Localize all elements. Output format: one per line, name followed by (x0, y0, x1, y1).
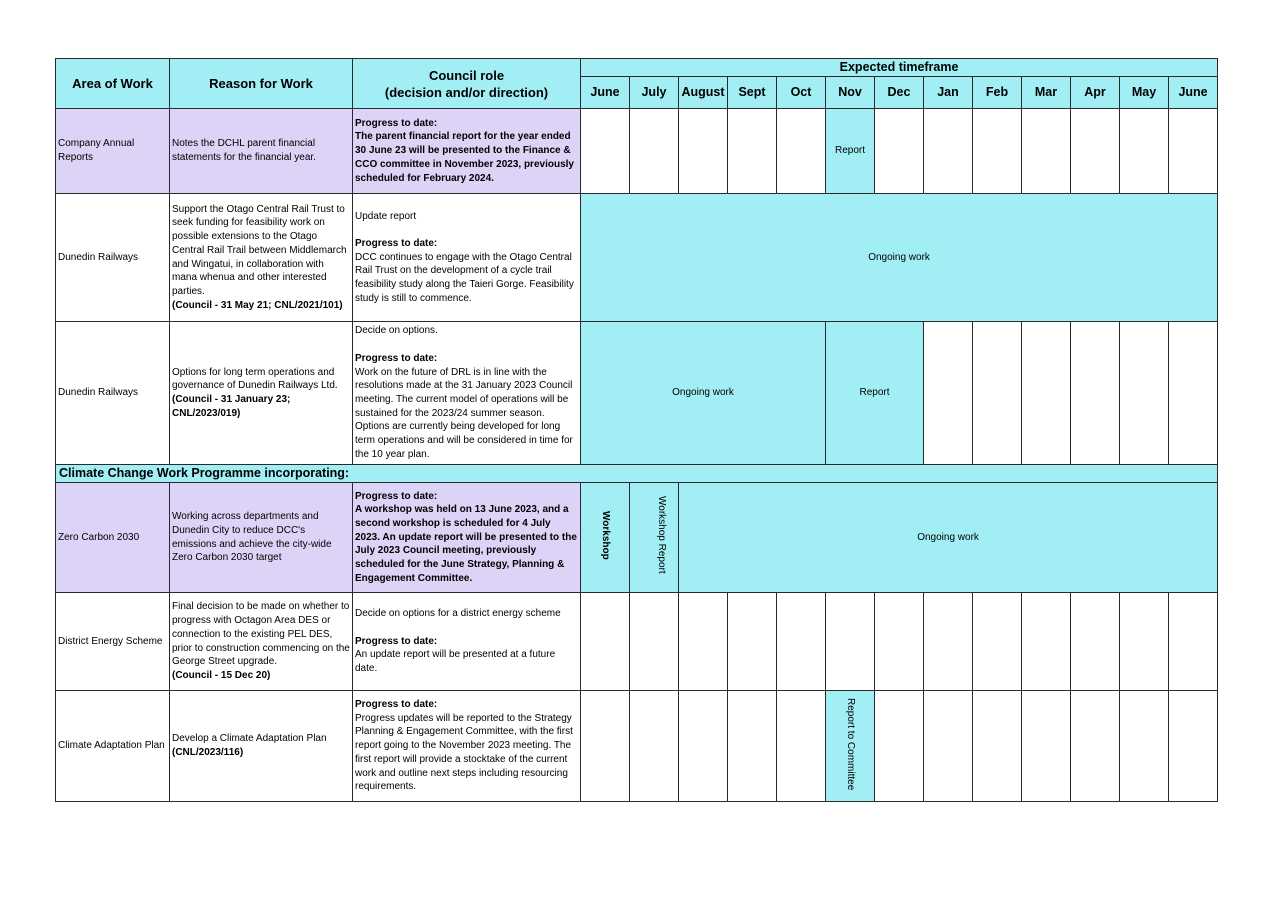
timeline-cell (1022, 109, 1071, 194)
progress-heading: Progress to date: (355, 117, 438, 129)
timeline-cell (777, 593, 826, 691)
timeline-cell (1169, 691, 1218, 802)
timeline-cell (1120, 593, 1169, 691)
timeline-workshop-cell (581, 483, 630, 593)
timeline-ongoing-cell: Ongoing work (581, 322, 826, 465)
section-row (56, 465, 1218, 483)
reason-text: Support the Otago Central Rail Trust to seek funding for feasibility work on possible extensions to the Otago Central Rail Trail between Middlemarch and Wingatui, in collaboration with mana whenua and other interested parties. (172, 203, 347, 297)
month-header: Mar (1022, 77, 1071, 109)
timeline-cell (581, 691, 630, 802)
timeline-cell (630, 593, 679, 691)
timeline-cell (1071, 691, 1120, 802)
month-header: Apr (1071, 77, 1120, 109)
timeline-cell (1022, 593, 1071, 691)
timeline-cell (1120, 691, 1169, 802)
timeline-report-cell: Report (826, 109, 875, 194)
area-cell: Dunedin Railways (56, 194, 170, 322)
timeline-cell (924, 322, 973, 465)
timeline-cell (875, 593, 924, 691)
council-role-cell (353, 593, 581, 691)
timeline-cell (630, 109, 679, 194)
timeline-cell (1169, 593, 1218, 691)
timeline-cell (1120, 322, 1169, 465)
role-intro: Decide on options. (355, 325, 438, 337)
month-header: June (581, 77, 630, 109)
council-role-cell (353, 691, 581, 802)
month-header: Feb (973, 77, 1022, 109)
reason-cell (170, 691, 353, 802)
timeline-cell (630, 691, 679, 802)
progress-text: An update report will be presented at a future date. (355, 649, 556, 675)
table-row (56, 322, 1218, 465)
timeline-cell (924, 691, 973, 802)
timeline-cell (1120, 109, 1169, 194)
timeline-report-cell: Report (826, 322, 924, 465)
council-role-cell (353, 109, 581, 194)
area-cell: Zero Carbon 2030 (56, 483, 170, 593)
council-role-cell (353, 483, 581, 593)
reason-reference: (Council - 31 May 21; CNL/2021/101) (172, 299, 343, 311)
timeline-cell (1071, 593, 1120, 691)
timeline-cell (1022, 691, 1071, 802)
timeline-cell (973, 109, 1022, 194)
header-council-role-line1: Council role (428, 67, 505, 83)
timeline-workshop-report-cell (630, 483, 679, 593)
progress-text: DCC continues to engage with the Otago Central Rail Trust on the development of a cycle trail feasibility study along the Taieri Gorge. Feasibility study is still to commence. (355, 251, 574, 304)
timeline-cell (777, 109, 826, 194)
table-row (56, 194, 1218, 322)
month-header: Sept (728, 77, 777, 109)
timeline-cell (875, 109, 924, 194)
progress-text: The parent financial report for the year ended 30 June 23 will be presented to the Finance & CCO committee in November 2023, previously scheduled for February 2024. (355, 131, 574, 184)
reason-reference: (Council - 31 January 23; CNL/2023/019) (172, 394, 291, 419)
table-row (56, 109, 1218, 194)
timeline-cell (973, 593, 1022, 691)
timeline-cell (875, 691, 924, 802)
timeline-cell (581, 593, 630, 691)
timeline-cell (728, 691, 777, 802)
reason-cell (170, 194, 353, 322)
header-area-of-work: Area of Work (56, 59, 170, 109)
reason-reference: (CNL/2023/116) (172, 747, 244, 758)
timeline-cell (679, 593, 728, 691)
section-heading: Climate Change Work Programme incorporating: (56, 465, 1218, 483)
month-header: Dec (875, 77, 924, 109)
report-to-committee-label: Report to Committee (845, 697, 856, 790)
header-expected-timeframe: Expected timeframe (581, 59, 1218, 77)
work-programme-table (55, 58, 1218, 802)
timeline-cell (728, 593, 777, 691)
timeline-cell (1022, 322, 1071, 465)
timeline-cell (728, 109, 777, 194)
timeline-cell (679, 109, 728, 194)
timeline-cell (1169, 322, 1218, 465)
reason-text: Options for long term operations and governance of Dunedin Railways Ltd. (172, 366, 338, 392)
timeline-cell (826, 593, 875, 691)
timeline-cell (1071, 322, 1120, 465)
area-cell: Dunedin Railways (56, 322, 170, 465)
reason-text: Develop a Climate Adaptation Plan (172, 733, 327, 745)
progress-heading: Progress to date: (355, 237, 438, 249)
progress-text: A workshop was held on 13 June 2023, and a second workshop is scheduled for 4 July 2023. An update report will be presented to the July 2023 Council meeting, previously scheduled for the June Strategy, Planning & Engagement Committee. (355, 504, 577, 584)
month-header: Nov (826, 77, 875, 109)
month-header: June (1169, 77, 1218, 109)
reason-reference: (Council - 15 Dec 20) (172, 669, 271, 681)
area-cell: Climate Adaptation Plan (56, 691, 170, 802)
month-header: July (630, 77, 679, 109)
month-header: August (679, 77, 728, 109)
timeline-ongoing-cell: Ongoing work (679, 483, 1218, 593)
progress-text: Progress updates will be reported to the Strategy Planning & Engagement Committee, with the first report going to the November 2023 meeting. The first report will provide a stocktake of the current work and outline next steps including resourcing requirements. (355, 712, 573, 793)
header-reason-for-work: Reason for Work (170, 59, 353, 109)
council-role-cell (353, 322, 581, 465)
progress-heading: Progress to date: (355, 635, 438, 647)
reason-cell (170, 322, 353, 465)
timeline-cell (1169, 109, 1218, 194)
role-intro: Update report (355, 210, 417, 222)
header-council-role-line2: (decision and/or direction) (384, 84, 549, 100)
progress-heading: Progress to date: (355, 490, 438, 502)
table-row (56, 593, 1218, 691)
timeline-cell (973, 691, 1022, 802)
header-council-role (353, 59, 581, 109)
timeline-cell (924, 593, 973, 691)
table-row (56, 483, 1218, 593)
reason-text: Final decision to be made on whether to progress with Octagon Area DES or connection to the existing PEL DES, prior to construction commencing on the George Street upgrade. (172, 601, 350, 668)
timeline-cell (679, 691, 728, 802)
reason-cell: Working across departments and Dunedin City to reduce DCC's emissions and achieve the city-wide Zero Carbon 2030 target (170, 483, 353, 593)
month-header: May (1120, 77, 1169, 109)
council-role-cell (353, 194, 581, 322)
timeline-cell (777, 691, 826, 802)
progress-text: Work on the future of DRL is in line with the resolutions made at the 31 January 2023 Council meeting. The current model of operations will be sustained for the 2023/24 summer season. Options are currently being developed for long term operations and will be considered in time for the 10 year plan. (355, 366, 573, 460)
workshop-report-label: Workshop Report (656, 496, 667, 574)
area-cell: Company Annual Reports (56, 109, 170, 194)
workshop-label: Workshop (600, 510, 611, 560)
progress-heading: Progress to date: (355, 699, 438, 711)
timeline-cell (924, 109, 973, 194)
timeline-cell (581, 109, 630, 194)
timeline-ongoing-cell: Ongoing work (581, 194, 1218, 322)
reason-cell (170, 593, 353, 691)
timeline-cell (973, 322, 1022, 465)
role-intro: Decide on options for a district energy scheme (355, 608, 561, 620)
table-row (56, 691, 1218, 802)
timeline-cell (1071, 109, 1120, 194)
timeline-report-to-committee-cell (826, 691, 875, 802)
progress-heading: Progress to date: (355, 352, 438, 364)
area-cell: District Energy Scheme (56, 593, 170, 691)
header-row-top (56, 59, 1218, 77)
month-header: Oct (777, 77, 826, 109)
month-header: Jan (924, 77, 973, 109)
reason-cell: Notes the DCHL parent financial statements for the financial year. (170, 109, 353, 194)
